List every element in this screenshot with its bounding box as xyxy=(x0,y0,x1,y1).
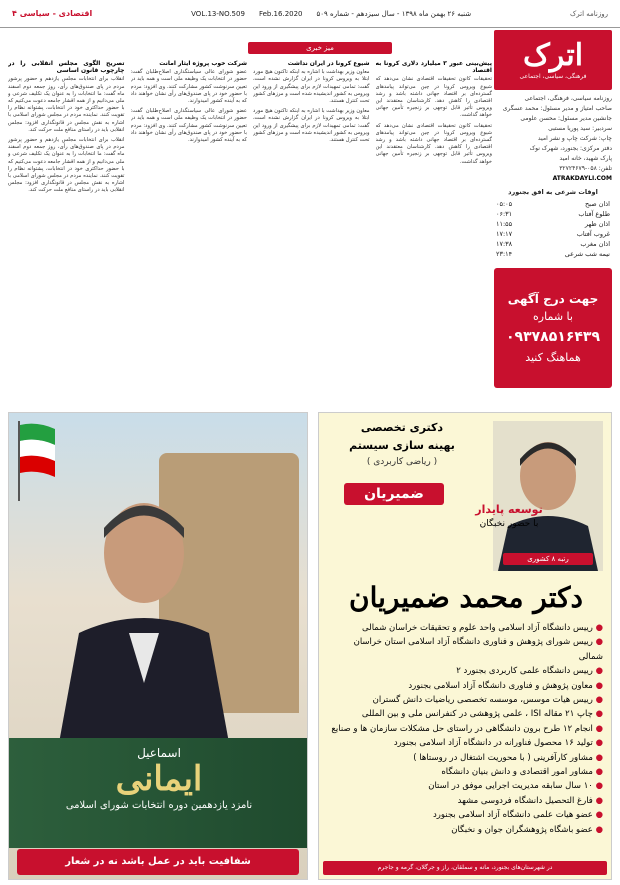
article-headline[interactable]: شیوع کرونا در ایران نداشت xyxy=(287,60,370,67)
article-headline[interactable]: پیش‌بینی عبور ۳ میلیارد دلاری کرونا به اقتصاد xyxy=(375,60,492,75)
article-headline[interactable]: شرکت خوب پروژه ایثار امانت xyxy=(159,60,247,67)
candidate-first-name: اسماعیل xyxy=(137,746,181,760)
articles-area xyxy=(8,42,492,402)
prayer-times-title: اوقات شرعی به افق بجنورد xyxy=(508,188,598,196)
campaign-ad-imani[interactable] xyxy=(8,412,308,880)
volume: VOL.13-NO.509 xyxy=(191,9,245,18)
resume-item: ● رییس هیات موسس، موسسه تخصصی ریاضیات دانش گستران xyxy=(329,693,603,707)
article-columns xyxy=(8,57,492,402)
article-headline[interactable]: تصریح الگوی مجلس انقلابی را در چارچوب قانون اساسی xyxy=(8,60,125,75)
resume-item: ● فارغ التحصیل دانشگاه فردوسی مشهد xyxy=(329,794,603,808)
news-desk-label: میز خبری xyxy=(248,42,392,54)
date-line: شنبه ۲۶ بهمن ماه ۱۳۹۸ - سال سیزدهم - شماره ۵۰۹ xyxy=(316,9,472,18)
tagline-secondary: با حضور نخبگان xyxy=(479,519,539,529)
resume-item: ● معاون پژوهش و فناوری دانشگاه آزاد اسلامی بجنورد xyxy=(329,679,603,693)
article-body: تحقیقات کانون تحقیقات اقتصادی نشان می‌دهد که شیوع ویروس کرونا در چین می‌تواند پیامدهای گسترده‌ای بر اقتصاد جهانی داشته باشد و رشد اقتصادی را کاهش دهد. کارشناسان معتقدند این ویروس تأثیر قابل توجهی بر زنجیره تأمین جهانی خواهد گذاشت. xyxy=(375,76,492,119)
section-label: اقتصادی - سیاسی ۴ xyxy=(12,9,93,18)
article-column: پیش‌بینی عبور ۳ میلیارد دلاری کرونا به اقتصاد تحقیقات کانون تحقیقات اقتصادی نشان می‌دهد که شیوع ویروس کرونا در چین می‌تواند پیامدهای گسترده‌ای بر اقتصاد جهانی داشته باشد و رشد اقتصادی را کاهش دهد. کارشناسان معتقدند این ویروس تأثیر قابل توجهی بر زنجیره تأمین جهانی خواهد گذاشت. تحقیقات کانون تحقیقات اقتصادی نشان می‌دهد که شیوع ویروس کرونا در چین می‌تواند پیامدهای گسترده‌ای بر اقتصاد جهانی داشته باشد و رشد اقتصادی را کاهش دهد. کارشناسان معتقدند این ویروس تأثیر قابل توجهی بر زنجیره تأمین جهانی خواهد گذاشت. xyxy=(375,60,492,165)
article-body: معاون وزیر بهداشت با اشاره به اینکه تاکنون هیچ مورد ابتلا به ویروس کرونا در ایران گزارش نشده است، گفت: تمامی تمهیدات لازم برای پیشگیری از ورود این ویروس به کشور اندیشیده شده است و مرزهای کشور تحت کنترل هستند. xyxy=(253,69,370,105)
campaign-ad-zamirian[interactable] xyxy=(318,412,612,880)
ad-phone: ۰۹۳۷۸۵۱۶۴۳۹ xyxy=(506,329,600,345)
resume-item: ● تولید ۱۶ محصول فناورانه در دانشگاه آزاد اسلامی بجنورد xyxy=(329,736,603,750)
article-body: انقلاب برای انتخابات مجلس یازدهم و حضور پرشور مردم در پای صندوق‌های رأی، روز جمعه دوم اسفند ماه گفت: ما انتخابات را به عنوان یک تکلیف شرعی و ملی می‌دانیم و از همه اقشار جامعه دعوت می‌کنیم که با حضور حداکثری خود در انتخابات، پشتوانه نظام را تقویت کنند. نماینده مردم در مجلس شورای اسلامی با اشاره به نقش مجلس در قانونگذاری افزود: مجلس انقلابی باید در راستای منافع ملت حرکت کند. xyxy=(8,76,125,133)
resume-item: ● مشاور امور اقتصادی و دانش بنیان دانشگاه xyxy=(329,765,603,779)
top-strip xyxy=(0,0,620,28)
article-column: شیوع کرونا در ایران نداشت معاون وزیر بهداشت با اشاره به اینکه تاکنون هیچ مورد ابتلا به ویروس کرونا در ایران گزارش نشده است، گفت: تمامی تمهیدات لازم برای پیشگیری از ورود این ویروس به کشور اندیشیده شده است و مرزهای کشور تحت کنترل هستند. معاون وزیر بهداشت با اشاره به اینکه تاکنون هیچ مورد ابتلا به ویروس کرونا در ایران گزارش نشده است، گفت: تمامی تمهیدات لازم برای پیشگیری از ورود این ویروس به کشور اندیشیده شده است و مرزهای کشور تحت کنترل هستند. xyxy=(253,60,370,144)
candidate-portrait xyxy=(59,483,229,743)
masthead-info: روزنامه سیاسی، فرهنگی، اجتماعی صاحب امتیاز و مدیر مسئول: محمد عسگری جانشین مدیر مسئول: محسن علومی سردبیر: سید پوریا مستبی چاپ: شرکت چاپ و نشر امید دفتر مرکزی: بجنورد، شهرک نوک پارک شهید، خانه امید تلفن: ۰۵۸-۳۲۷۲۴۶۷۹ xyxy=(502,95,612,172)
tagline-primary: توسعه پایدار xyxy=(475,503,543,516)
article-body: عضو شورای عالی سیاستگذاری اصلاح‌طلبان گفت: حضور در انتخابات یک وظیفه ملی است و همه باید در تعیین سرنوشت کشور مشارکت کنند. وی افزود: مردم با حضور خود در پای صندوق‌های رأی نشان خواهند داد که به آینده کشور امیدوارند. xyxy=(130,69,247,105)
resume-item: ● رییس شورای پژوهش و فناوری دانشگاه آزاد اسلامی استان خراسان شمالی xyxy=(329,635,603,664)
resume-item: ● انجام ۱۲ طرح برون دانشگاهی در راستای حل مشکلات سازمان ها و صنایع xyxy=(329,722,603,736)
candidate-name: دکتر محمد ضمیریان xyxy=(349,581,583,614)
resume-list xyxy=(329,621,603,837)
candidate-name-band xyxy=(9,738,308,848)
degree-field: بهینه سازی سیستم xyxy=(349,439,455,452)
resume-item: ● رییس دانشگاه آزاد اسلامی واحد علوم و تحقیقات خراسان شمالی xyxy=(329,621,603,635)
prayer-times-table: اذان صبح ۰۵:۰۵ طلوع آفتاب ۰۶:۳۱ اذان ظهر ۱۱:۵۵ غروب آفتاب ۱۷:۱۷ اذان مغرب ۱۷:۳۸ نیمه شب شرعی ۲۳:۱۴ xyxy=(496,200,610,258)
page-number: ۴ xyxy=(12,9,17,18)
candidate-last-name: ایمانی xyxy=(115,759,203,799)
article-column: تصریح الگوی مجلس انقلابی را در چارچوب قانون اساسی انقلاب برای انتخابات مجلس یازدهم و حضور پرشور مردم در پای صندوق‌های رأی، روز جمعه دوم اسفند ماه گفت: ما انتخابات را به عنوان یک تکلیف شرعی و ملی می‌دانیم و از همه اقشار جامعه دعوت می‌کنیم که با حضور حداکثری خود در انتخابات، پشتوانه نظام را تقویت کنند. نماینده مردم در مجلس شورای اسلامی با اشاره به نقش مجلس در قانونگذاری افزود: مجلس انقلابی باید در راستای منافع ملت حرکت کند. انقلاب برای انتخابات مجلس یازدهم و حضور پرشور مردم در پای صندوق‌های رأی، روز جمعه دوم اسفند ماه گفت: ما انتخابات را به عنوان یک تکلیف شرعی و ملی می‌دانیم و از همه اقشار جامعه دعوت می‌کنیم که با حضور حداکثری خود در انتخابات، پشتوانه نظام را تقویت کنند. نماینده مردم در مجلس شورای اسلامی با اشاره به نقش مجلس در قانونگذاری افزود: مجلس انقلابی باید در راستای منافع ملت حرکت کند. xyxy=(8,60,125,194)
logo: اترک فرهنگی، سیاسی، اجتماعی xyxy=(494,30,612,90)
candidate-subtitle: نامزد یازدهمین دوره انتخابات شورای اسلامی xyxy=(65,800,253,811)
degree-note: ( ریاضی کاربردی ) xyxy=(366,457,438,467)
iran-flag-icon xyxy=(17,421,57,501)
resume-item: ● چاپ ۲۱ مقاله ISI ، علمی پژوهشی در کنفرانس ملی و بین المللی xyxy=(329,707,603,721)
resume-item: ● ۱۰ سال سابقه مدیریت اجرایی موفق در استان xyxy=(329,779,603,793)
newspaper-label: روزنامه اترک xyxy=(570,9,608,18)
degree-title: دکتری تخصصی xyxy=(360,421,444,434)
article-column: شرکت خوب پروژه ایثار امانت عضو شورای عالی سیاستگذاری اصلاح‌طلبان گفت: حضور در انتخابات یک وظیفه ملی است و همه باید در تعیین سرنوشت کشور مشارکت کنند. وی افزود: مردم با حضور خود در پای صندوق‌های رأی نشان خواهند داد که به آینده کشور امیدوارند. عضو شورای عالی سیاستگذاری اصلاح‌طلبان گفت: حضور در انتخابات یک وظیفه ملی است و همه باید در تعیین سرنوشت کشور مشارکت کنند. وی افزود: مردم با حضور خود در پای صندوق‌های رأی نشان خواهند داد که به آینده کشور امیدوارند. xyxy=(130,60,247,144)
resume-item: ● عضو هیات علمی دانشگاه آزاد اسلامی بجنورد xyxy=(329,808,603,822)
rank-badge: رتبه ۸ کشوری xyxy=(503,553,593,565)
en-date: Feb.16.2020 xyxy=(258,9,303,18)
brand-logo: ضمیریان xyxy=(344,483,444,505)
resume-item: ● رییس دانشگاه علمی کاربردی بجنورد ۲ xyxy=(329,664,603,678)
ad-footer: در شهرستان‌های بجنورد، مانه و سملقان، راز و جرگلان، گرمه و جاجرم xyxy=(323,861,607,875)
ad-contact-box[interactable]: جهت درج آگهی با شماره ۰۹۳۷۸۵۱۶۴۳۹ هماهنگ کنید xyxy=(494,268,612,388)
resume-item: ● مشاور کارآفرینی ( با محوریت اشتغال در روستاها ) xyxy=(329,751,603,765)
campaign-slogan: شفافیت باید در عمل باشد نه در شعار xyxy=(17,849,299,875)
website-link[interactable]: ATRAKDAYLI.COM xyxy=(552,175,612,182)
candidate-photo xyxy=(493,421,603,571)
resume-item: ● عضو باشگاه پژوهشگران جوان و نخبگان xyxy=(329,823,603,837)
